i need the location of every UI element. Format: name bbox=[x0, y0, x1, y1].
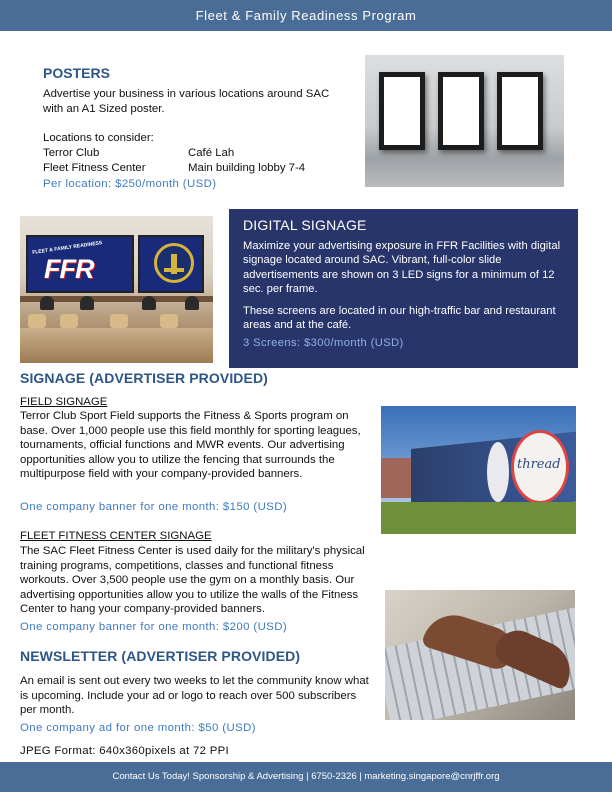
poster-frames-image bbox=[365, 55, 564, 187]
location-main-lobby: Main building lobby 7-4 bbox=[188, 162, 306, 174]
digital-signage-paragraph-1: Maximize your advertising exposure in FFR Facilities with digital signage located around SAC. Vibrant, full-color slide advertisements are shown on 3 LED signs for a minimum of 12 sec. per frame. bbox=[243, 240, 561, 296]
location-cafe-lah: Café Lah bbox=[188, 147, 235, 159]
seal-screen bbox=[138, 235, 204, 293]
pendant-lamp-icon bbox=[185, 296, 199, 310]
field-signage-subtitle: FIELD SIGNAGE bbox=[20, 396, 108, 408]
field-fence-image bbox=[381, 406, 576, 534]
pendant-lamp-icon bbox=[40, 296, 54, 310]
signage-title: SIGNAGE (ADVERTISER PROVIDED) bbox=[20, 370, 268, 386]
digital-signage-box bbox=[229, 209, 578, 368]
location-terror-club: Terror Club bbox=[43, 147, 100, 159]
field-signage-price: One company banner for one month: $150 (USD) bbox=[20, 501, 288, 513]
newsletter-format: JPEG Format: 640x360pixels at 72 PPI bbox=[20, 745, 229, 757]
thread-banner-text: thread bbox=[517, 457, 561, 472]
footer-bar bbox=[0, 762, 612, 792]
ffr-logo: FFR bbox=[44, 254, 94, 284]
poster-frame bbox=[379, 72, 425, 150]
ffr-screen bbox=[26, 235, 134, 293]
cafe-image bbox=[20, 216, 213, 363]
posters-description: Advertise your business in various locations around SAC with an A1 Sized poster. bbox=[43, 88, 330, 115]
pendant-lamp-icon bbox=[142, 296, 156, 310]
navy-seal-icon bbox=[154, 243, 194, 283]
posters-title: POSTERS bbox=[43, 65, 110, 81]
newsletter-title: NEWSLETTER (ADVERTISER PROVIDED) bbox=[20, 648, 301, 664]
laptop-typing-image bbox=[385, 590, 575, 720]
screen-caption: FLEET & FAMILY READINESS bbox=[31, 240, 103, 256]
field-signage-text: Terror Club Sport Field supports the Fitness & Sports program on base. Over 1,000 people use this field monthly for sporting leagues, tournaments, official functions and MWR events. Our advertising opportunities allow you to utilize the fencing that surrounds the multipurpose field with your company-provided banners. bbox=[20, 410, 361, 481]
newsletter-text: An email is sent out every two weeks to let the community know what is upcoming. Include your ad or logo to reach over 500 subscribers per month. bbox=[20, 675, 369, 717]
posters-locations-label: Locations to consider: bbox=[43, 132, 154, 144]
header-bar bbox=[0, 0, 612, 31]
fitness-signage-price: One company banner for one month: $200 (USD) bbox=[20, 621, 288, 633]
location-fleet-fitness: Fleet Fitness Center bbox=[43, 162, 146, 174]
poster-frame bbox=[438, 72, 484, 150]
posters-price: Per location: $250/month (USD) bbox=[43, 178, 217, 190]
digital-signage-paragraph-2: These screens are located in our high-traffic bar and restaurant areas and at the café. bbox=[243, 304, 556, 332]
fitness-signage-text: The SAC Fleet Fitness Center is used daily for the military's physical training programs, competitions, classes and functional fitness workouts. Over 3,500 people use the gym on a monthly basis. Our advertising opportunities allow you to utilize the walls of the Fitness Center to hang your company-provided banners. bbox=[20, 545, 365, 616]
fitness-signage-subtitle: FLEET FITNESS CENTER SIGNAGE bbox=[20, 530, 212, 542]
digital-signage-price: 3 Screens: $300/month (USD) bbox=[243, 337, 404, 350]
poster-frame bbox=[497, 72, 543, 150]
digital-signage-title: DIGITAL SIGNAGE bbox=[243, 217, 367, 233]
newsletter-price: One company ad for one month: $50 (USD) bbox=[20, 722, 256, 734]
pendant-lamp-icon bbox=[80, 296, 94, 310]
header-title: Fleet & Family Readiness Program bbox=[195, 8, 417, 23]
footer-contact: Contact Us Today! Sponsorship & Advertising | 6750-2326 | marketing.singapore@cnrjffr.org bbox=[112, 771, 500, 782]
